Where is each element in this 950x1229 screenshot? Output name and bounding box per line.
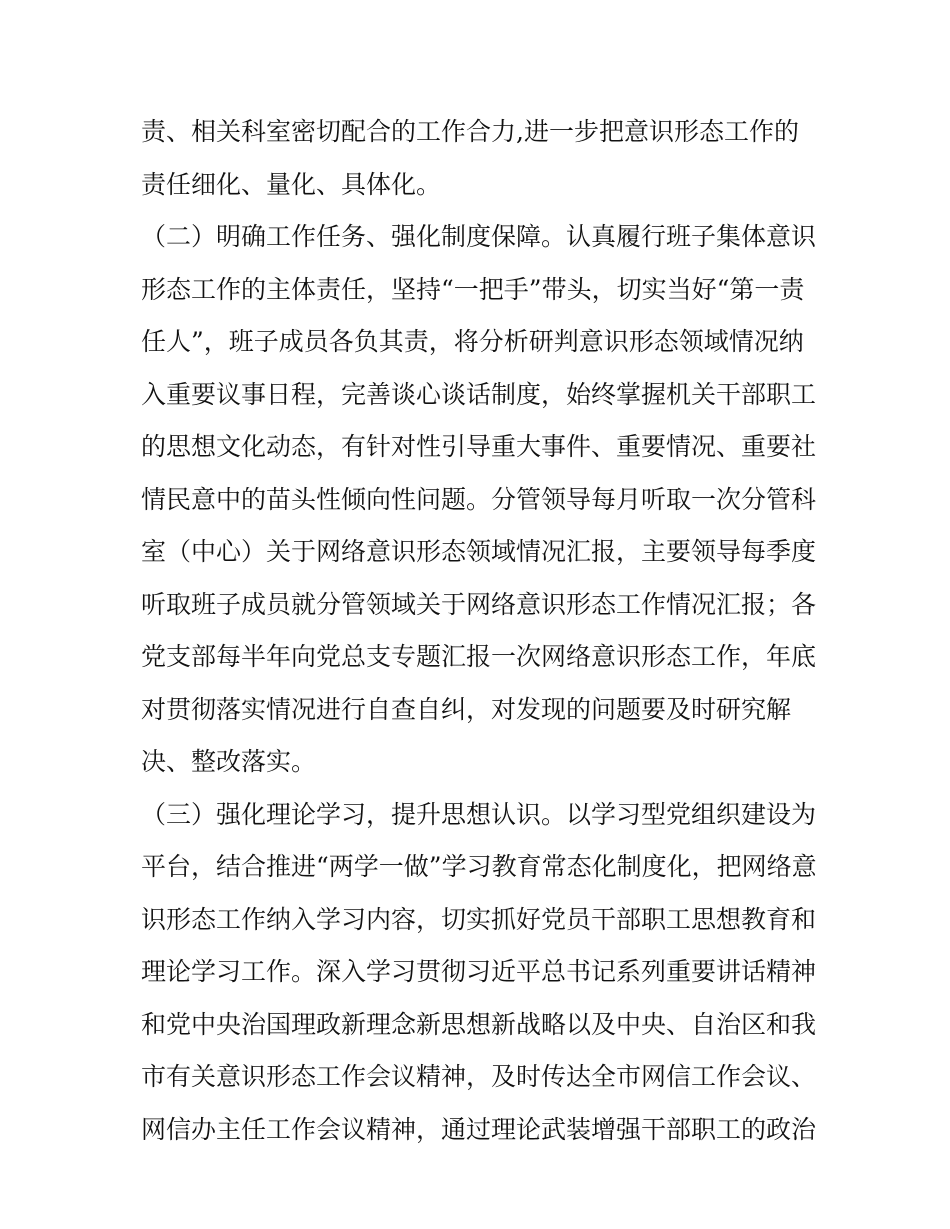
document-body xyxy=(141,106,821,1156)
text-line: 网信办主任工作会议精神，通过理论武装增强干部职工的政治 xyxy=(141,1114,817,1144)
text-line: 党支部每半年向党总支专题汇报一次网络意识形态工作，年底 xyxy=(141,642,817,671)
text-line: 情民意中的苗头性倾向性问题。分管领导每月听取一次分管科 xyxy=(141,484,817,514)
text-line: 形态工作的主体责任，坚持“一把手”带头，切实当好“第一责 xyxy=(141,274,805,304)
text-line: 平台，结合推进“两学一做”学习教育常态化制度化，把网络意 xyxy=(141,852,817,881)
text-line: 决、整改落实。 xyxy=(141,747,317,776)
text-line: 的思想文化动态，有针对性引导重大事件、重要情况、重要社 xyxy=(141,432,817,461)
section-heading-line: （二）明确工作任务、强化制度保障。认真履行班子集体意识 xyxy=(141,222,817,251)
text-line: 任人”，班子成员各负其责，将分析研判意识形态领域情况纳 xyxy=(141,327,804,356)
text-line: 室（中心）关于网络意识形态领域情况汇报，主要领导每季度 xyxy=(141,537,817,566)
section-heading-line: （三）强化理论学习，提升思想认识。以学习型党组织建设为 xyxy=(141,799,817,829)
text-line: 识形态工作纳入学习内容，切实抓好党员干部职工思想教育和 xyxy=(141,904,817,934)
text-line: 责任细化、量化、具体化。 xyxy=(141,169,442,199)
text-line: 责、相关科室密切配合的工作合力,进一步把意识形态工作的 xyxy=(141,117,799,146)
text-line: 市有关意识形态工作会议精神，及时传达全市网信工作会议、 xyxy=(141,1062,817,1091)
text-line: 听取班子成员就分管领域关于网络意识形态工作情况汇报；各 xyxy=(141,589,817,619)
text-line: 入重要议事日程，完善谈心谈话制度，始终掌握机关干部职工 xyxy=(141,379,817,409)
text-line: 理论学习工作。深入学习贯彻习近平总书记系列重要讲话精神 xyxy=(141,957,817,986)
text-line: 和党中央治国理政新理念新思想新战略以及中央、自治区和我 xyxy=(141,1009,817,1039)
text-line: 对贯彻落实情况进行自查自纠，对发现的问题要及时研究解 xyxy=(141,694,792,724)
